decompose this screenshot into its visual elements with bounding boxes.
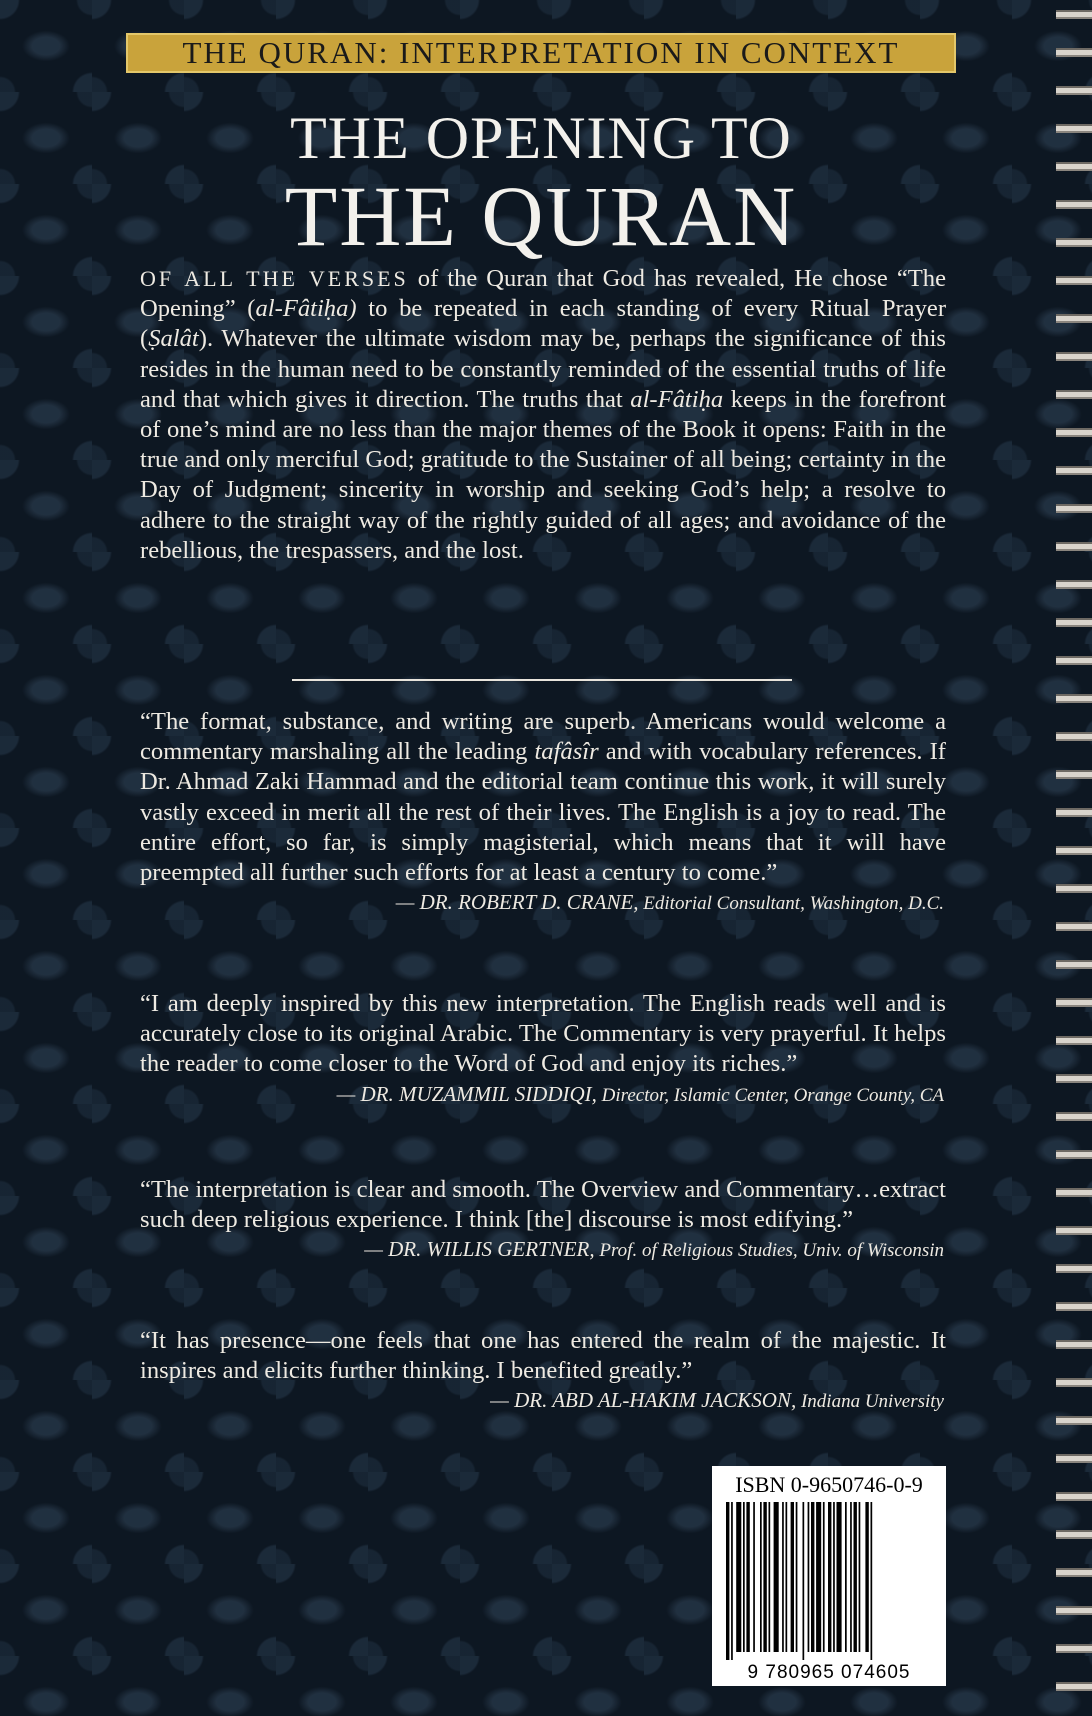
barcode-bar — [760, 1502, 762, 1652]
barcode-bar — [753, 1502, 755, 1652]
book-title-line-1: THE OPENING TO — [290, 105, 792, 171]
quote-text — [140, 1175, 946, 1235]
intro-term-2: Ṣalât — [148, 325, 199, 353]
attribution-role: Indiana University — [796, 1391, 944, 1413]
intro-lead-in: OF ALL THE VERSES — [140, 266, 409, 291]
barcode-bar — [871, 1502, 873, 1660]
barcode-bar — [796, 1502, 798, 1652]
section-divider — [292, 679, 792, 681]
quote-attribution — [140, 1235, 946, 1265]
quote-text-part: “The interpretation is clear and smooth. The Overview and Commentary…extract such deep religious experience. I think [the] discourse is most edifying.” — [140, 1176, 946, 1234]
intro-term-1: al-Fâtiḥa) — [255, 295, 357, 323]
barcode-bar — [845, 1502, 847, 1652]
barcode-bar — [833, 1502, 835, 1652]
intro-text-3: ). Whatever the ultimate wisdom may be, perhaps the significance of this resides in the human need to be constantly reminded of the essential truths of life and that which gives it direction. The truths that — [140, 325, 946, 413]
intro-paragraph — [140, 264, 946, 566]
attribution-name: — DR. MUZAMMIL SIDDIQI, — [336, 1081, 597, 1106]
quote-italic-term: tafâsîr — [534, 738, 599, 766]
barcode-icon — [722, 1502, 936, 1660]
barcode-bar — [746, 1502, 749, 1652]
barcode-bar — [731, 1502, 733, 1660]
barcode-bar — [816, 1502, 821, 1652]
testimonial-quote — [140, 1175, 946, 1265]
barcode-bar — [726, 1502, 729, 1660]
quote-text-part: “The format, substance, and writing are superb. Americans would welcome a commentary marshaling all the leading — [140, 708, 946, 766]
quote-attribution — [140, 888, 946, 918]
intro-text-1: of the Quran that God has revealed, He chose “The Opening” ( — [140, 265, 946, 323]
quote-text — [140, 989, 946, 1080]
series-banner-text: THE QURAN: INTERPRETATION IN CONTEXT — [182, 35, 900, 70]
attribution-role: Editorial Consultant, Washington, D.C. — [638, 893, 944, 915]
barcode-bar — [763, 1502, 766, 1652]
series-banner — [126, 33, 956, 73]
quote-text-part: “I am deeply inspired by this new interpretation. The English reads well and is accurately close to its original Arabic. The Commentary is very prayerful. It helps the reader to come closer to the Word of God and enjoy its riches.” — [140, 990, 946, 1078]
barcode-bar — [850, 1502, 852, 1652]
attribution-name: — DR. ABD AL-HAKIM JACKSON, — [490, 1388, 797, 1413]
quote-attribution — [140, 1080, 946, 1110]
isbn-barcode-box — [712, 1466, 946, 1686]
barcode-bar — [743, 1502, 745, 1652]
barcode-bar — [854, 1502, 857, 1652]
barcode-bar — [823, 1502, 825, 1652]
isbn-label: ISBN 0-9650746-0-9 — [735, 1472, 923, 1497]
intro-text-4: keeps in the forefront of one’s mind are no less than the major themes of the Book it opens: Faith in the true and only merciful God; gratitude to the Sustainer of all being; certainty in the Day of Judgment; sincerity in worship and seeking God’s help; a resolve to adhere to the straight way of the rightly guided of all ages; and avoidance of the rebellious, the trespassers, and the lost. — [140, 385, 946, 564]
barcode-bar — [769, 1502, 771, 1652]
barcode-bar — [782, 1502, 784, 1652]
testimonial-quote — [140, 989, 946, 1110]
barcode-bar — [803, 1502, 805, 1660]
attribution-role: Prof. of Religious Studies, Univ. of Wisconsin — [594, 1240, 944, 1262]
quote-attribution — [140, 1386, 946, 1416]
attribution-name: — DR. WILLIS GERTNER, — [364, 1237, 595, 1262]
testimonial-quote — [140, 1326, 946, 1416]
book-title-line-2: THE QURAN — [284, 168, 798, 264]
barcode-bar — [786, 1502, 788, 1652]
barcode-bar — [828, 1502, 831, 1652]
barcode-digits: 9 780965 074605 — [747, 1662, 911, 1683]
quote-text-part: and with vocabulary references. If Dr. Ahmad Zaki Hammad and the editorial team continue this work, it will surely vastly exceed in merit all the rest of their lives. The English is a joy to read. The entire effort, so far, is simply magisterial, which means that it will have preempted all further such efforts for at least a century to come.” — [140, 738, 946, 887]
barcode-bar — [736, 1502, 741, 1652]
barcode-bar — [774, 1502, 779, 1652]
barcode-bar — [859, 1502, 861, 1652]
barcode-bar — [808, 1502, 810, 1652]
quote-text — [140, 707, 946, 888]
attribution-role: Director, Islamic Center, Orange County, CA — [596, 1084, 944, 1106]
spiral-binding — [1042, 0, 1092, 1716]
barcode-bar — [837, 1502, 842, 1652]
intro-text-2: to be repeated in each standing of every Ritual Prayer ( — [140, 295, 947, 353]
quote-text-part: “It has presence—one feels that one has entered the realm of the majestic. It inspires and elicits further thinking. I benefited greatly.” — [140, 1327, 946, 1385]
testimonial-quote — [140, 707, 946, 918]
quote-text — [140, 1326, 946, 1386]
attribution-name: — DR. ROBERT D. CRANE, — [395, 890, 639, 915]
intro-term-3: al-Fâtiḥa — [630, 385, 724, 413]
barcode-bar — [811, 1502, 814, 1652]
barcode-bar — [791, 1502, 794, 1652]
barcode-bar — [865, 1502, 868, 1652]
